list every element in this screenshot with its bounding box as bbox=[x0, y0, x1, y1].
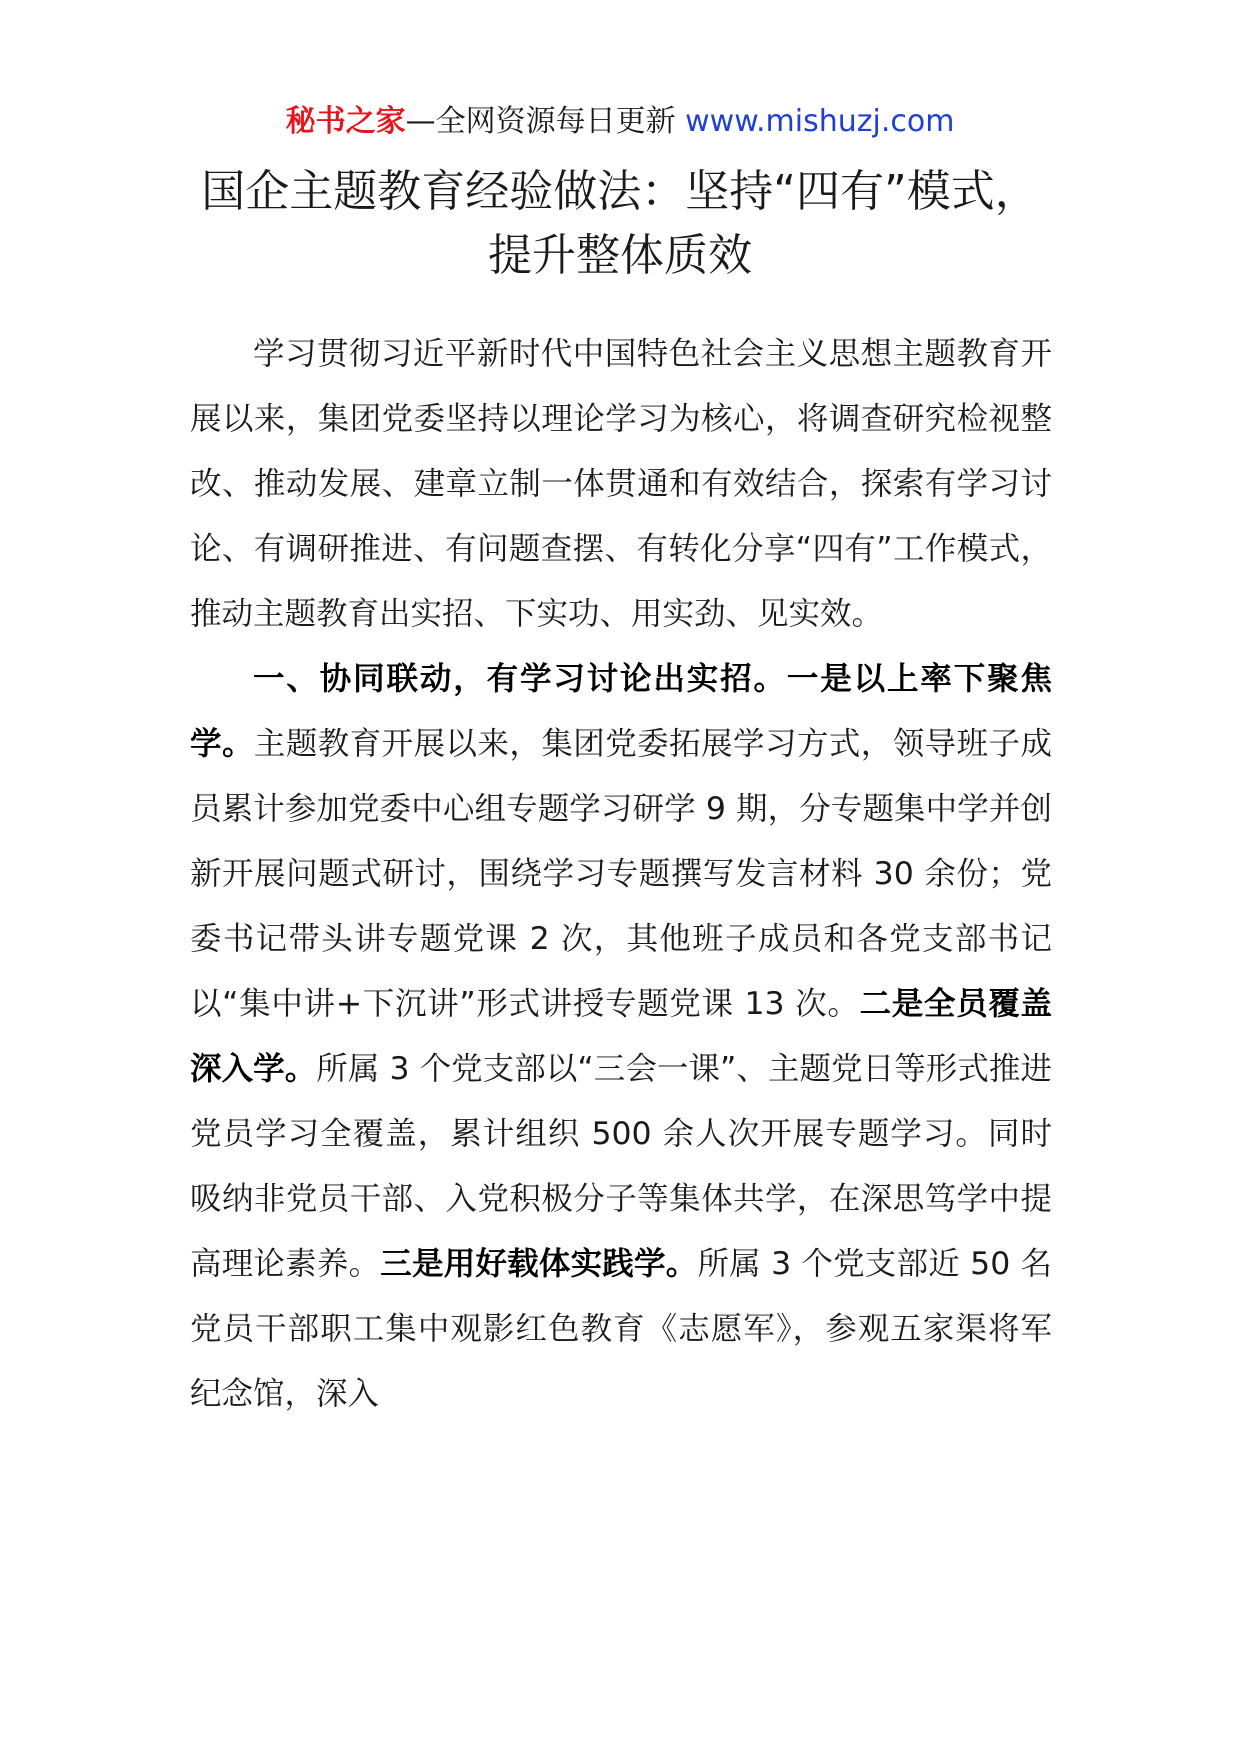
point-three-title: 三是用好载体实践学。 bbox=[380, 1246, 698, 1282]
section-one-paragraph bbox=[190, 647, 1052, 1427]
point-one-title: 一是以上率下聚焦学。 bbox=[190, 661, 1052, 762]
brand-name: 秘书之家 bbox=[285, 104, 406, 139]
point-two-text: 所属 3 个党支部以“三会一课”、主题党日等形式推进党员学习全覆盖，累计组织 500 余人次开展专题学习。同时吸纳非党员干部、入党积极分子等集体共学，在深思笃学中提高理论素养。 bbox=[190, 1051, 1052, 1282]
header-slogan: —全网资源每日更新 bbox=[405, 104, 686, 139]
document-body bbox=[190, 322, 1052, 1427]
point-two-title: 二是全员覆盖深入学。 bbox=[190, 986, 1052, 1087]
section-heading: 一、协同联动，有学习讨论出实招。 bbox=[253, 661, 787, 697]
document-title: 国企主题教育经验做法：坚持“四有”模式，提升整体质效 bbox=[201, 166, 1039, 281]
intro-paragraph: 学习贯彻习近平新时代中国特色社会主义思想主题教育开展以来，集团党委坚持以理论学习为核心，将调查研究检视整改、推动发展、建章立制一体贯通和有效结合，探索有学习讨论、有调研推进、有问题查摆、有转化分享“四有”工作模式，推动主题教育出实招、下实功、用实劲、见实效。 bbox=[190, 336, 1052, 632]
point-one-text: 主题教育开展以来，集团党委拓展学习方式，领导班子成员累计参加党委中心组专题学习研学 9 期，分专题集中学并创新开展问题式研讨，围绕学习专题撰写发言材料 30 余份；党委书记带头讲专题党课 2 次，其他班子成员和各党支部书记以“集中讲+下沉讲”形式讲授专题党课 13 次。 bbox=[190, 726, 1052, 1022]
site-url-link[interactable]: www.mishuzj.com bbox=[685, 104, 955, 139]
point-three-text: 所属 3 个党支部近 50 名党员干部职工集中观影红色教育《志愿军》，参观五家渠将军纪念馆，深入 bbox=[190, 1246, 1052, 1412]
site-header bbox=[0, 102, 1240, 142]
